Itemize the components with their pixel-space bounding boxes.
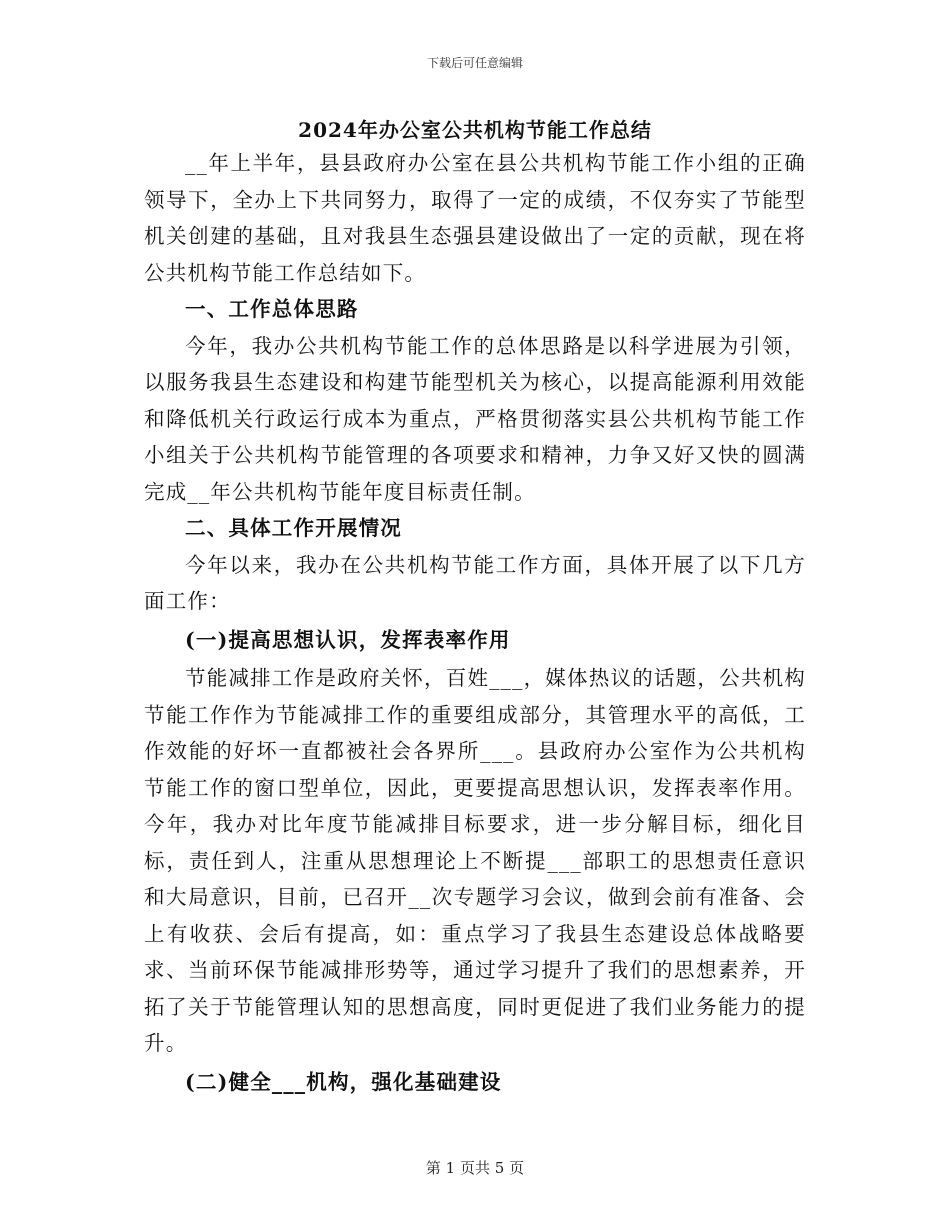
document-title: 2024年办公室公共机构节能工作总结 [298,118,652,142]
section-heading-2: 二、具体工作开展情况 [185,516,402,540]
subsection-1-paragraph: 节能减排工作是政府关怀，百姓___，媒体热议的话题，公共机构节能工作作为节能减排工作的重要组成部分，其管理水平的高低，工作效能的好坏一直都被社会各界所___。县政府办公室作为公共机构节能工作的窗口型单位，因此，更要提高思想认识，发挥表率作用。今年，我办对比年度节能减排目标要求，进一步分解目标，细化目标，责任到人，注重从思想理论上不断提___部职工的思想责任意识和大局意识，目前，已召开__次专题学习会议，做到会前有准备、会上有收获、会后有提高，如：重点学习了我县生态建设总体战略要求、当前环保节能减排形势等，通过学习提升了我们的思想素养，开拓了关于节能管理认知的思想高度，同时更促进了我们业务能力的提升。 [144,666,806,1055]
header-note: 下载后可任意编辑 [426,56,523,70]
subsection-heading-2: (二)健全___机构，强化基础建设 [185,1069,502,1094]
intro-paragraph: __年上半年，县县政府办公室在县公共机构节能工作小组的正确领导下，全办上下共同努力，取得了一定的成绩，不仅夯实了节能型机关创建的基础，且对我县生态强县建设做出了一定的贡献，现在将公共机构节能工作总结如下。 [144,151,806,285]
page-number: 第 1 页共 5 页 [425,1159,525,1177]
section-heading-1: 一、工作总体思路 [185,297,359,321]
section-1-paragraph: 今年，我办公共机构节能工作的总体思路是以科学进展为引领，以服务我县生态建设和构建节能型机关为核心，以提高能源利用效能和降低机关行政运行成本为重点，严格贯彻落实县公共机构节能工作小组关于公共机构节能管理的各项要求和精神，力争又好又快的圆满完成__年公共机构节能年度目标责任制。 [144,333,806,504]
subsection-heading-1: (一)提高思想认识，发挥表率作用 [185,627,511,652]
document-body [144,145,806,1102]
section-2-paragraph: 今年以来，我办在公共机构节能工作方面，具体开展了以下几方面工作： [144,552,806,613]
